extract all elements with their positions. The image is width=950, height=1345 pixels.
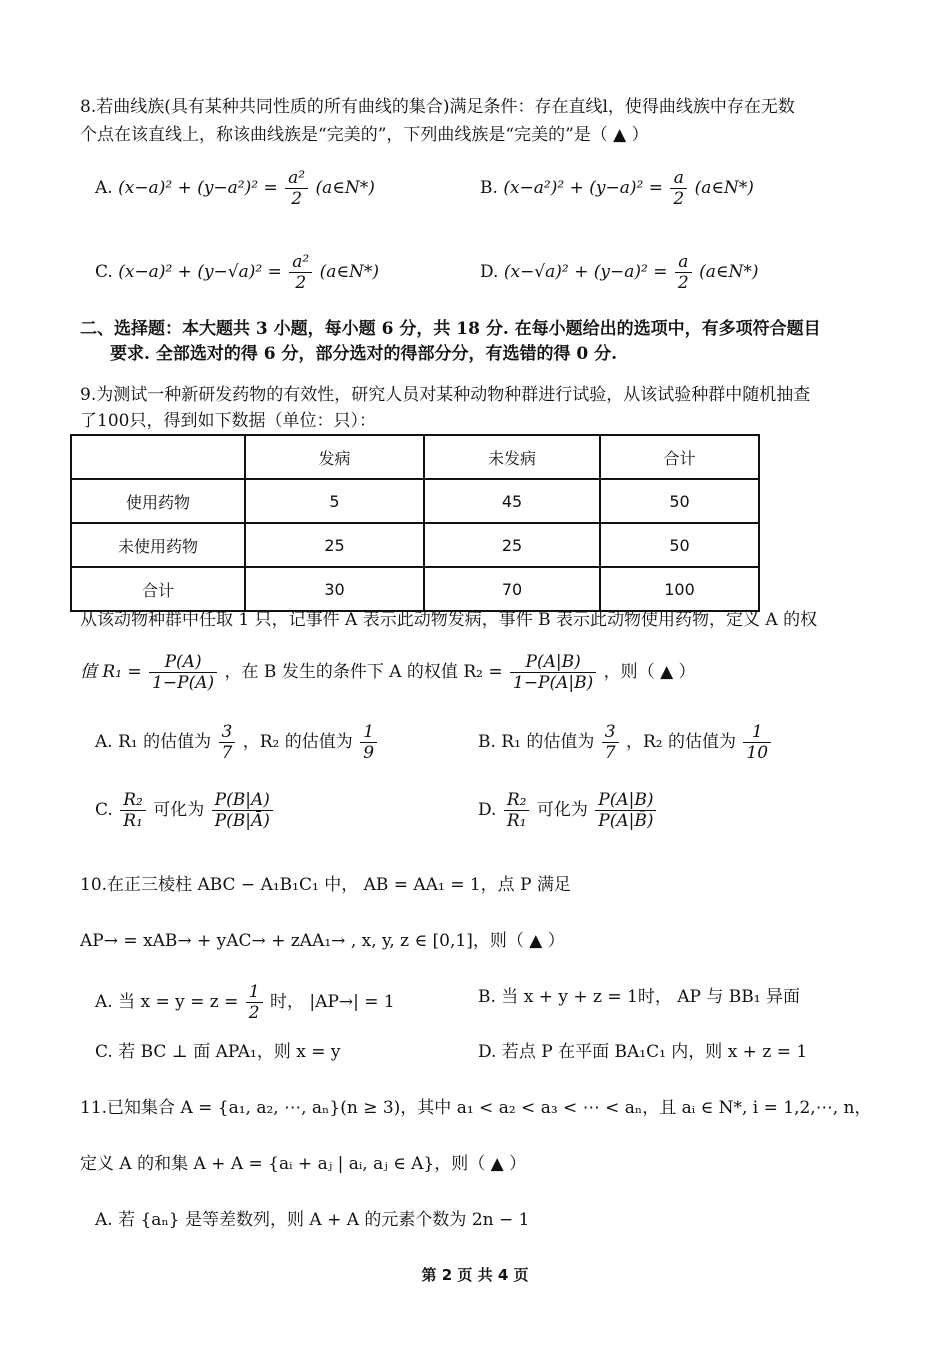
option-lhs: (x−√a)² + (y−a)² = xyxy=(503,262,668,282)
section2-heading-line1: 二、选择题：本大题共 3 小题，每小题 6 分，共 18 分. 在每小题给出的选项中，有多项符合题目 xyxy=(80,319,821,339)
option-condition: (a∈N*) xyxy=(319,262,379,282)
table-cell: 25 xyxy=(424,523,600,567)
q9-option-d xyxy=(478,790,658,831)
q10-stem-line1: 10.在正三棱柱 ABC − A₁B₁C₁ 中， AB = AA₁ = 1，点 P 满足 xyxy=(80,875,571,895)
table-cell: 100 xyxy=(600,567,759,611)
table-header-cell: 未发病 xyxy=(424,435,600,479)
fraction: $\frac{\text{R₂}}{\text{R₁}}$ xyxy=(120,790,146,831)
q8-stem-line1: 8.若曲线族(具有某种共同性质的所有曲线的集合)满足条件：存在直线l，使得曲线族中存在无数 xyxy=(80,97,795,117)
q9-option-c xyxy=(95,790,275,831)
table-cell: 45 xyxy=(424,479,600,523)
table-header-cell xyxy=(71,435,245,479)
option-text: 可化为 xyxy=(536,800,588,820)
option-label: D. xyxy=(478,800,497,820)
fraction: $\frac{3}{7}$ xyxy=(602,722,619,763)
option-label: C. xyxy=(95,262,113,282)
table-cell: 30 xyxy=(245,567,424,611)
table-header-cell: 合计 xyxy=(600,435,759,479)
q9-after-table-line1: 从该动物种群中任取 1 只，记事件 A 表示此动物发病，事件 B 表示此动物使用药物，定义 A 的权 xyxy=(80,610,818,630)
q8-option-d xyxy=(480,252,759,293)
table-cell: 50 xyxy=(600,523,759,567)
q9-weight-definition xyxy=(80,652,696,693)
q9-option-a xyxy=(95,722,379,763)
section2-heading-line2: 要求. 全部选对的得 6 分，部分选对的得部分分，有选错的得 0 分. xyxy=(110,344,618,364)
option-condition: (a∈N*) xyxy=(699,262,759,282)
fraction: $\frac{\text{a²}}{2}$ xyxy=(289,252,312,293)
q9-option-b xyxy=(478,722,773,763)
option-lhs: (x−a)² + (y−a²)² = xyxy=(118,178,278,198)
fraction: $\frac{P(A|B)}{P(A|B̄)}$ xyxy=(595,790,656,831)
table-header-row xyxy=(71,435,759,479)
r2-suffix: ，则（ ▲ ） xyxy=(603,662,696,682)
option-label: C. xyxy=(95,800,113,820)
fraction: $\frac{P(A)}{1-P(A)}$ xyxy=(149,652,217,693)
r2-prefix: ，在 B 发生的条件下 A 的权值 R₂ = xyxy=(224,662,503,682)
table-row xyxy=(71,567,759,611)
fraction: $\frac{1}{2}$ xyxy=(246,982,263,1023)
table-cell: 5 xyxy=(245,479,424,523)
option-text: A. 当 x = y = z = xyxy=(95,992,239,1012)
q8-option-b xyxy=(480,168,754,209)
q9-data-table xyxy=(70,434,760,612)
fraction: $\frac{a}{2}$ xyxy=(675,252,692,293)
table-cell: 使用药物 xyxy=(71,479,245,523)
option-text: ，R₂ 的估值为 xyxy=(625,732,736,752)
q8-stem-line2: 个点在该直线上，称该曲线族是“完美的”，下列曲线族是“完美的”是（ ▲ ） xyxy=(80,125,649,145)
option-label: B. xyxy=(480,178,498,198)
fraction: $\frac{3}{7}$ xyxy=(219,722,236,763)
page-footer: 第 2 页 共 4 页 xyxy=(421,1266,529,1284)
q10-stem-line2: AP→ = xAB→ + yAC→ + zAA₁→ , x, y, z ∈ [0,1]，则（ ▲ ） xyxy=(80,931,565,951)
q8-option-a xyxy=(95,168,375,209)
q10-option-b: B. 当 x + y + z = 1时， AP 与 BB₁ 异面 xyxy=(478,987,800,1007)
q9-stem-line1: 9.为测试一种新研发药物的有效性，研究人员对某种动物种群进行试验，从该试验种群中随机抽查 xyxy=(80,385,811,405)
fraction: $\frac{\text{a²}}{2}$ xyxy=(285,168,308,209)
table-cell: 50 xyxy=(600,479,759,523)
fraction: $\frac{1}{10}$ xyxy=(743,722,771,763)
q10-option-c: C. 若 BC ⊥ 面 APA₁，则 x = y xyxy=(95,1042,341,1062)
option-text: B. R₁ 的估值为 xyxy=(478,732,595,752)
option-label: D. xyxy=(480,262,499,282)
fraction: $\frac{P(A|B)}{1-P(A|B)}$ xyxy=(510,652,596,693)
fraction: $\frac{P(B|A)}{P(B|Ā)}$ xyxy=(212,790,273,831)
q9-stem-line2: 了100只，得到如下数据（单位：只）： xyxy=(80,411,376,431)
option-text: ，R₂ 的估值为 xyxy=(242,732,353,752)
fraction: $\frac{a}{2}$ xyxy=(670,168,687,209)
option-lhs: (x−a²)² + (y−a)² = xyxy=(503,178,663,198)
q8-option-c xyxy=(95,252,379,293)
q11-stem-line1: 11.已知集合 A = {a₁, a₂, ⋯, aₙ}(n ≥ 3)，其中 a₁ < a₂ < a₃ < ⋯ < aₙ，且 aᵢ ∈ N*, i = 1,2,⋯, n， xyxy=(80,1098,872,1118)
table-cell: 合计 xyxy=(71,567,245,611)
option-label: A. xyxy=(95,178,113,198)
option-condition: (a∈N*) xyxy=(694,178,754,198)
table-header-cell: 发病 xyxy=(245,435,424,479)
option-text: 时， |AP→| = 1 xyxy=(270,992,395,1012)
table-cell: 未使用药物 xyxy=(71,523,245,567)
q11-stem-line2: 定义 A 的和集 A + A = {aᵢ + aⱼ | aᵢ, aⱼ ∈ A}，则（ ▲ ） xyxy=(80,1154,527,1174)
fraction: $\frac{1}{9}$ xyxy=(360,722,377,763)
option-condition: (a∈N*) xyxy=(315,178,375,198)
q10-option-d: D. 若点 P 在平面 BA₁C₁ 内，则 x + z = 1 xyxy=(478,1042,808,1062)
q11-option-a: A. 若 {aₙ} 是等差数列，则 A + A 的元素个数为 2n − 1 xyxy=(95,1210,530,1230)
r1-prefix: 值 R₁ = xyxy=(80,662,142,682)
table-cell: 70 xyxy=(424,567,600,611)
fraction: $\frac{\text{R₂}}{\text{R₁}}$ xyxy=(504,790,530,831)
table-row xyxy=(71,479,759,523)
table-cell: 25 xyxy=(245,523,424,567)
option-lhs: (x−a)² + (y−√a)² = xyxy=(118,262,282,282)
option-text: A. R₁ 的估值为 xyxy=(95,732,212,752)
option-text: 可化为 xyxy=(153,800,205,820)
table-row xyxy=(71,523,759,567)
q10-option-a xyxy=(95,982,395,1023)
